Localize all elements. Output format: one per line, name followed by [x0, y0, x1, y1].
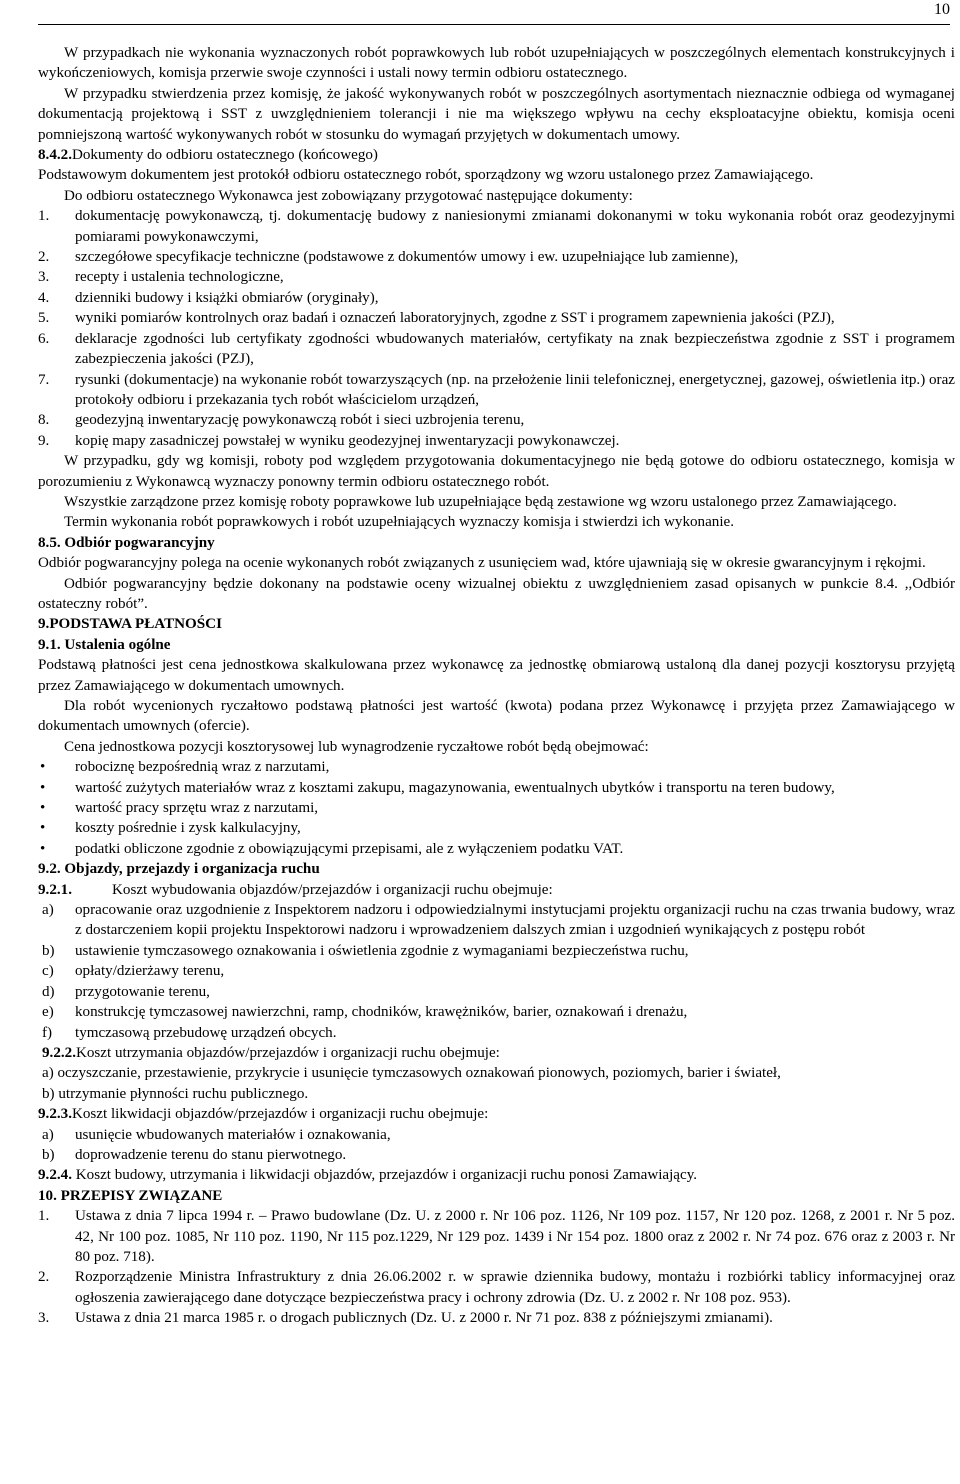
document-list-item	[38, 206, 955, 247]
detour-construction-item	[38, 1002, 955, 1022]
subsection-heading-9-2-4	[38, 1165, 955, 1185]
list-marker: •	[40, 820, 46, 837]
detour-construction-list	[38, 900, 955, 1043]
detour-construction-item	[38, 1023, 955, 1043]
subsection-title: Koszt likwidacji objazdów/przejazdów i organizacji ruchu obejmuje:	[71, 1106, 489, 1123]
section-heading-10: 10. PRZEPISY ZWIĄZANE	[38, 1187, 223, 1204]
section-heading-8-5: 8.5. Odbiór pogwarancyjny	[38, 534, 215, 551]
detour-construction-item	[38, 961, 955, 981]
list-item-text: dokumentację powykonawczą, tj. dokumentację budowy z naniesionymi zmianami dokonanymi w toku wykonania robót oraz geodezyjnymi pomiarami powykonawczymi,	[75, 208, 955, 245]
list-marker: a)	[42, 902, 54, 919]
list-marker: •	[40, 759, 46, 776]
detour-construction-item	[38, 900, 955, 941]
list-item-text: geodezyjną inwentaryzację powykonawczą robót i sieci uzbrojenia terenu,	[75, 412, 525, 429]
list-item-text: tymczasową przebudowę urządzeń obcych.	[75, 1024, 337, 1041]
list-marker: f)	[42, 1024, 53, 1041]
list-marker: 9.	[38, 432, 50, 449]
list-item-text: przygotowanie terenu,	[75, 983, 210, 1000]
list-item-text: deklaracje zgodności lub certyfikaty zgodności wbudowanych materiałów, certyfikaty na znak bezpieczeństwa zgodnie z SST i programem zabezpieczenia jakości (PZJ),	[75, 330, 955, 368]
paragraph-protocol: Podstawowym dokumentem jest protokół odbioru ostatecznego robót, sporządzony wg wzoru ustalonego przez Zamawiającego.	[38, 167, 814, 184]
subsection-title: Koszt wybudowania objazdów/przejazdów i organizacji ruchu obejmuje:	[112, 881, 553, 898]
cost-components-list	[38, 757, 955, 859]
regulation-item	[38, 1308, 955, 1328]
list-marker: 5.	[38, 310, 50, 327]
section-heading-9: 9.PODSTAWA PŁATNOŚCI	[38, 616, 222, 633]
list-marker: d)	[42, 983, 55, 1000]
paragraph-post-warranty-assessment: Odbiór pogwarancyjny będzie dokonany na podstawie oceny wizualnej obiektu z uwzględnieniem zasad opisanych w punkcie 8.4. ,,Odbiór ostateczny robót”.	[38, 575, 955, 612]
detour-removal-list	[38, 1125, 955, 1166]
regulation-item	[38, 1267, 955, 1308]
cost-list-item	[38, 818, 955, 838]
regulations-list	[38, 1206, 955, 1328]
document-list-item	[38, 370, 955, 411]
document-list-item	[38, 308, 955, 328]
detour-construction-item	[38, 941, 955, 961]
list-item-text: konstrukcję tymczasowej nawierzchni, ramp, chodników, krawężników, barier, oznakowań i drenażu,	[75, 1004, 688, 1021]
detour-construction-item	[38, 982, 955, 1002]
subsection-heading-9-2-2	[38, 1043, 955, 1063]
list-marker: 2.	[38, 249, 50, 266]
section-title: Dokumenty do odbioru ostatecznego (końcowego)	[71, 147, 378, 164]
section-heading-8-4-2	[38, 145, 955, 165]
document-list-item	[38, 329, 955, 370]
list-item-text: szczegółowe specyfikacje techniczne (podstawowe z dokumentów umowy i ew. uzupełniające lub zamienne),	[75, 249, 739, 266]
list-marker: 1.	[38, 1208, 50, 1225]
subsection-title: Koszt budowy, utrzymania i likwidacji objazdów, przejazdów i organizacji ruchu ponosi Zamawiający.	[71, 1167, 698, 1184]
list-marker: 2.	[38, 1269, 50, 1286]
subsection-number: 9.2.4.	[38, 1167, 72, 1184]
document-list-item	[38, 431, 955, 451]
document-list-item	[38, 410, 955, 430]
subsection-number: 9.2.1.	[38, 881, 72, 898]
header-rule	[38, 24, 950, 25]
list-item-text: rysunki (dokumentacje) na wykonanie robót towarzyszących (np. na przełożenie linii telefonicznej, energetycznej, gazowej, oświetlenia itp.) oraz protokoły odbioru i przekazania tych robót właścicielom urządzeń,	[75, 371, 955, 408]
list-item-text: koszty pośrednie i zysk kalkulacyjny,	[75, 820, 301, 837]
list-marker: •	[40, 800, 46, 817]
list-item-text: Rozporządzenie Ministra Infrastruktury z dnia 26.06.2002 r. w sprawie dziennika budowy, montażu i rozbiórki tablicy informacyjnej oraz ogłoszenia zawierającego dane dotyczące bezpieczeństwa pracy i ochrony zdrowia (Dz. U. z 2002 r. Nr 108 poz. 953).	[75, 1269, 955, 1306]
document-list-item	[38, 267, 955, 287]
list-marker: b)	[42, 942, 55, 959]
list-item-text: wartość zużytych materiałów wraz z kosztami zakupu, magazynowania, ewentualnych ubytków i transportu na teren budowy,	[75, 779, 835, 796]
detour-removal-item	[38, 1125, 955, 1145]
paragraph-incomplete-works: W przypadkach nie wykonania wyznaczonych robót poprawkowych lub robót uzupełniających w poszczególnych elementach konstrukcyjnych i wykończeniowych, komisja przerwie swoje czynności i ustali nowy termin odbioru ostatecznego.	[38, 45, 955, 82]
list-item-text: opracowanie oraz uzgodnienie z Inspektorem nadzoru i odpowiedzialnymi instytucjami projektu organizacji ruchu na czas trwania budowy, wraz z dostarczeniem kopii projektu Inspektorowi nadzoru i wprowadzeniem dalszych zmian i uzgodnień wynikających z postępu robót	[75, 902, 955, 939]
list-item-text: dzienniki budowy i książki obmiarów (oryginały),	[75, 289, 379, 306]
paragraph-lump-sum: Dla robót wycenionych ryczałtowo podstawą płatności jest wartość (kwota) podana przez Wykonawcę i przyjęta przez Zamawiającego w dokumentach umownych (ofercie).	[38, 698, 955, 735]
list-marker: 1.	[38, 208, 50, 225]
section-heading-9-1: 9.1. Ustalenia ogólne	[38, 636, 171, 653]
list-item-text: doprowadzenie terenu do stanu pierwotnego.	[75, 1146, 347, 1163]
regulation-item	[38, 1206, 955, 1267]
list-item-text: usunięcie wbudowanych materiałów i oznakowania,	[75, 1126, 391, 1143]
subsection-heading-9-2-3	[38, 1104, 955, 1124]
list-item-text: Ustawa z dnia 7 lipca 1994 r. – Prawo budowlane (Dz. U. z 2000 r. Nr 106 poz. 1126, Nr 109 poz. 1157, Nr 120 poz. 1268, z 2001 r. Nr 5 poz. 42, Nr 100 poz. 1085, Nr 110 poz. 1190, Nr 115 poz.1229, Nr 129 poz. 1439 i Nr 154 poz. 1800 oraz z 2002 r. Nr 74 poz. 676 oraz z 2003 r. Nr 80 poz. 718).	[75, 1208, 955, 1265]
subsection-heading-9-2-1	[38, 880, 955, 900]
detour-maintenance-item: b) utrzymanie płynności ruchu publicznego.	[42, 1085, 309, 1102]
cost-list-item	[38, 798, 955, 818]
list-marker: 3.	[38, 269, 50, 286]
subsection-title: Koszt utrzymania objazdów/przejazdów i organizacji ruchu obejmuje:	[75, 1044, 500, 1061]
paragraph-required-documents: Do odbioru ostatecznego Wykonawca jest zobowiązany przygotować następujące dokumenty:	[64, 187, 633, 204]
section-number: 8.4.2.	[38, 147, 72, 164]
paragraph-deadline: Termin wykonania robót poprawkowych i robót uzupełniających wyznaczy komisja i stwierdzi ich wykonanie.	[64, 514, 734, 531]
detour-removal-item	[38, 1145, 955, 1165]
paragraph-price-includes: Cena jednostkowa pozycji kosztorysowej lub wynagrodzenie ryczałtowe robót będą obejmować:	[64, 738, 649, 755]
list-item-text: podatki obliczone zgodnie z obowiązującymi przepisami, ale z wyłączeniem podatku VAT.	[75, 840, 624, 857]
list-marker: 6.	[38, 330, 50, 347]
list-item-text: robociznę bezpośrednią wraz z narzutami,	[75, 759, 330, 776]
cost-list-item	[38, 839, 955, 859]
list-marker: e)	[42, 1004, 54, 1021]
cost-list-item	[38, 757, 955, 777]
section-heading-9-2: 9.2. Objazdy, przejazdy i organizacja ruchu	[38, 861, 320, 878]
subsection-number: 9.2.2.	[42, 1044, 76, 1061]
paragraph-corrective-works: Wszystkie zarządzone przez komisję roboty poprawkowe lub uzupełniające będą zestawione wg wzoru ustalonego przez Zamawiającego.	[64, 493, 897, 510]
cost-list-item	[38, 778, 955, 798]
list-item-text: recepty i ustalenia technologiczne,	[75, 269, 284, 286]
list-item-text: opłaty/dzierżawy terenu,	[75, 963, 225, 980]
document-body	[38, 43, 955, 1329]
list-marker: 7.	[38, 371, 50, 388]
paragraph-unit-price: Podstawą płatności jest cena jednostkowa skalkulowana przez wykonawcę za jednostkę obmiarową ustaloną dla danej pozycji kosztorysu przyjętą przez Zamawiającego w dokumentach umownych.	[38, 657, 955, 694]
paragraph-quality-deviation: W przypadku stwierdzenia przez komisję, że jakość wykonywanych robót w poszczególnych asortymentach nieznacznie odbiega od wymaganej dokumentacją projektową i SST z uwzględnieniem tolerancji i nie ma większego wpływu na cechy eksploatacyjne obiektu, komisja oceni pomniejszoną wartość wykonywanych robót w stosunku do wymagań przyjętych w dokumentach umowy.	[38, 85, 955, 143]
paragraph-not-ready: W przypadku, gdy wg komisji, roboty pod względem przygotowania dokumentacyjnego nie będą gotowe do odbioru ostatecznego, komisja w porozumieniu z Wykonawcą wyznaczy ponowny termin odbioru ostatecznego robót.	[38, 453, 955, 490]
list-item-text: wartość pracy sprzętu wraz z narzutami,	[75, 800, 319, 817]
list-marker: c)	[42, 963, 54, 980]
document-list-item	[38, 288, 955, 308]
list-item-text: Ustawa z dnia 21 marca 1985 r. o drogach publicznych (Dz. U. z 2000 r. Nr 71 poz. 838 z późniejszymi zmianami).	[75, 1310, 773, 1327]
list-marker: 3.	[38, 1310, 50, 1327]
subsection-number: 9.2.3.	[38, 1106, 72, 1123]
list-item-text: ustawienie tymczasowego oznakowania i oświetlenia zgodnie z wymaganiami bezpieczeństwa ruchu,	[75, 942, 689, 959]
detour-maintenance-list	[38, 1063, 955, 1104]
list-item-text: kopię mapy zasadniczej powstałej w wyniku geodezyjnej inwentaryzacji powykonawczej.	[75, 432, 620, 449]
list-marker: b)	[42, 1146, 55, 1163]
list-marker: 8.	[38, 412, 50, 429]
detour-maintenance-item: a) oczyszczanie, przestawienie, przykrycie i usunięcie tymczasowych oznakowań pionowych, poziomych, barier i świateł,	[42, 1065, 781, 1082]
documents-list	[38, 206, 955, 451]
paragraph-post-warranty: Odbiór pogwarancyjny polega na ocenie wykonanych robót związanych z usunięciem wad, które ujawniają się w okresie gwarancyjnym i rękojmi.	[38, 555, 926, 572]
list-marker: •	[40, 840, 46, 857]
list-item-text: wyniki pomiarów kontrolnych oraz badań i oznaczeń laboratoryjnych, zgodne z SST i programem zapewnienia jakości (PZJ),	[75, 310, 835, 327]
document-list-item	[38, 247, 955, 267]
list-marker: 4.	[38, 289, 50, 306]
list-marker: a)	[42, 1126, 54, 1143]
page-number: 10	[934, 1, 950, 18]
list-marker: •	[40, 779, 46, 796]
